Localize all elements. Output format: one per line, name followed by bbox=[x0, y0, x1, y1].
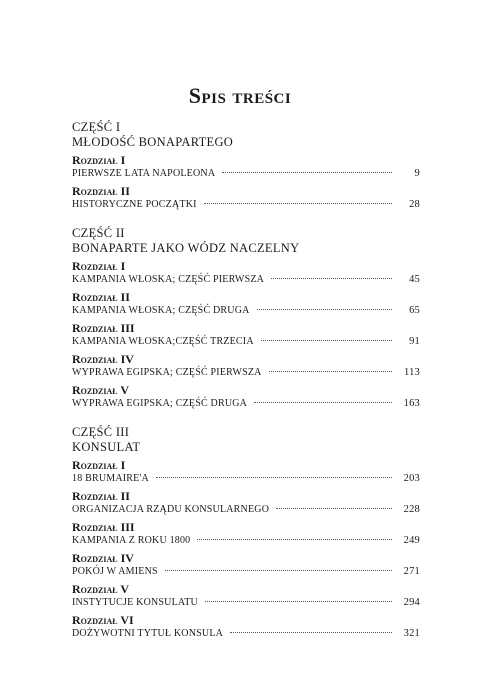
toc-chapter-entry bbox=[72, 520, 420, 548]
chapter-title: KAMPANIA WŁOSKA; CZĘŚĆ DRUGA bbox=[72, 305, 250, 316]
chapter-title: INSTYTUCJE KONSULATU bbox=[72, 597, 198, 608]
chapter-row bbox=[72, 397, 420, 411]
chapter-row bbox=[72, 304, 420, 318]
toc-chapter-entry bbox=[72, 613, 420, 641]
page-number: 163 bbox=[403, 398, 420, 409]
toc-chapter-entry bbox=[72, 184, 420, 212]
chapter-row bbox=[72, 596, 420, 610]
chapter-title: WYPRAWA EGIPSKA; CZĘŚĆ PIERWSZA bbox=[72, 367, 262, 378]
page-number: 294 bbox=[403, 597, 420, 608]
toc-chapter-entry bbox=[72, 290, 420, 318]
chapter-row bbox=[72, 503, 420, 517]
toc-chapter-entry bbox=[72, 582, 420, 610]
chapter-label: Rozdział III bbox=[72, 520, 135, 534]
toc-chapter-entry bbox=[72, 458, 420, 486]
chapter-label: Rozdział II bbox=[72, 489, 130, 503]
toc-chapter-entry bbox=[72, 489, 420, 517]
chapter-title: 18 BRUMAIRE'A bbox=[72, 473, 149, 484]
part-title: BONAPARTE JAKO WÓDZ NACZELNY bbox=[72, 241, 300, 255]
dot-leader bbox=[261, 340, 392, 341]
toc-part bbox=[72, 425, 420, 641]
table-of-contents bbox=[72, 120, 420, 641]
toc-chapter-entry bbox=[72, 321, 420, 349]
chapter-title: KAMPANIA WŁOSKA;CZĘŚĆ TRZECIA bbox=[72, 336, 254, 347]
part-title: KONSULAT bbox=[72, 440, 141, 454]
page-number: 28 bbox=[409, 199, 420, 210]
part-title: MŁODOŚĆ BONAPARTEGO bbox=[72, 135, 234, 149]
chapter-row bbox=[72, 472, 420, 486]
chapter-title: PIERWSZE LATA NAPOLEONA bbox=[72, 168, 216, 179]
toc-chapter-entry bbox=[72, 383, 420, 411]
dot-leader bbox=[204, 203, 392, 204]
chapter-row bbox=[72, 366, 420, 380]
chapter-title: HISTORYCZNE POCZĄTKI bbox=[72, 199, 197, 210]
toc-part bbox=[72, 226, 420, 411]
chapter-title: KAMPANIA Z ROKU 1800 bbox=[72, 535, 191, 546]
dot-leader bbox=[269, 371, 392, 372]
dot-leader bbox=[254, 402, 392, 403]
toc-chapter-entry bbox=[72, 551, 420, 579]
chapter-title: ORGANIZACJA RZĄDU KONSULARNEGO bbox=[72, 504, 270, 515]
chapter-label: Rozdział IV bbox=[72, 551, 134, 565]
toc-chapter-entry bbox=[72, 352, 420, 380]
chapter-title: POKÓJ W AMIENS bbox=[72, 566, 158, 577]
chapter-label: Rozdział V bbox=[72, 582, 130, 596]
chapter-label: Rozdział VI bbox=[72, 613, 134, 627]
chapter-row bbox=[72, 273, 420, 287]
dot-leader bbox=[205, 601, 392, 602]
chapter-row bbox=[72, 167, 420, 181]
part-label: CZĘŚĆ III bbox=[72, 425, 130, 439]
chapter-row bbox=[72, 335, 420, 349]
dot-leader bbox=[156, 477, 392, 478]
dot-leader bbox=[276, 508, 392, 509]
dot-leader bbox=[257, 309, 392, 310]
chapter-row bbox=[72, 627, 420, 641]
dot-leader bbox=[165, 570, 392, 571]
dot-leader bbox=[271, 278, 392, 279]
chapter-label: Rozdział V bbox=[72, 383, 130, 397]
toc-chapter-entry bbox=[72, 259, 420, 287]
dot-leader bbox=[197, 539, 392, 540]
chapter-title: DOŻYWOTNI TYTUŁ KONSULA bbox=[72, 628, 224, 639]
chapter-row bbox=[72, 565, 420, 579]
chapter-label: Rozdział I bbox=[72, 259, 126, 273]
page-number: 45 bbox=[409, 274, 420, 285]
toc-part bbox=[72, 120, 420, 212]
chapter-label: Rozdział III bbox=[72, 321, 135, 335]
part-label: CZĘŚĆ I bbox=[72, 120, 121, 134]
page-title: Spis treści bbox=[188, 83, 292, 108]
page-number: 65 bbox=[409, 305, 420, 316]
page-number: 113 bbox=[404, 367, 420, 378]
dot-leader bbox=[222, 172, 392, 173]
chapter-label: Rozdział I bbox=[72, 153, 126, 167]
page-number: 9 bbox=[414, 168, 420, 179]
chapter-row bbox=[72, 198, 420, 212]
dot-leader bbox=[230, 632, 392, 633]
page-number: 321 bbox=[403, 628, 420, 639]
page-number: 91 bbox=[409, 336, 420, 347]
chapter-title: WYPRAWA EGIPSKA; CZĘŚĆ DRUGA bbox=[72, 398, 248, 409]
chapter-label: Rozdział II bbox=[72, 184, 130, 198]
part-label: CZĘŚĆ II bbox=[72, 226, 125, 240]
page-number: 249 bbox=[403, 535, 420, 546]
chapter-label: Rozdział I bbox=[72, 458, 126, 472]
page-number: 203 bbox=[403, 473, 420, 484]
chapter-title: KAMPANIA WŁOSKA; CZĘŚĆ PIERWSZA bbox=[72, 274, 265, 285]
chapter-label: Rozdział IV bbox=[72, 352, 134, 366]
chapter-label: Rozdział II bbox=[72, 290, 130, 304]
toc-chapter-entry bbox=[72, 153, 420, 181]
page-number: 228 bbox=[403, 504, 420, 515]
chapter-row bbox=[72, 534, 420, 548]
page-number: 271 bbox=[403, 566, 420, 577]
